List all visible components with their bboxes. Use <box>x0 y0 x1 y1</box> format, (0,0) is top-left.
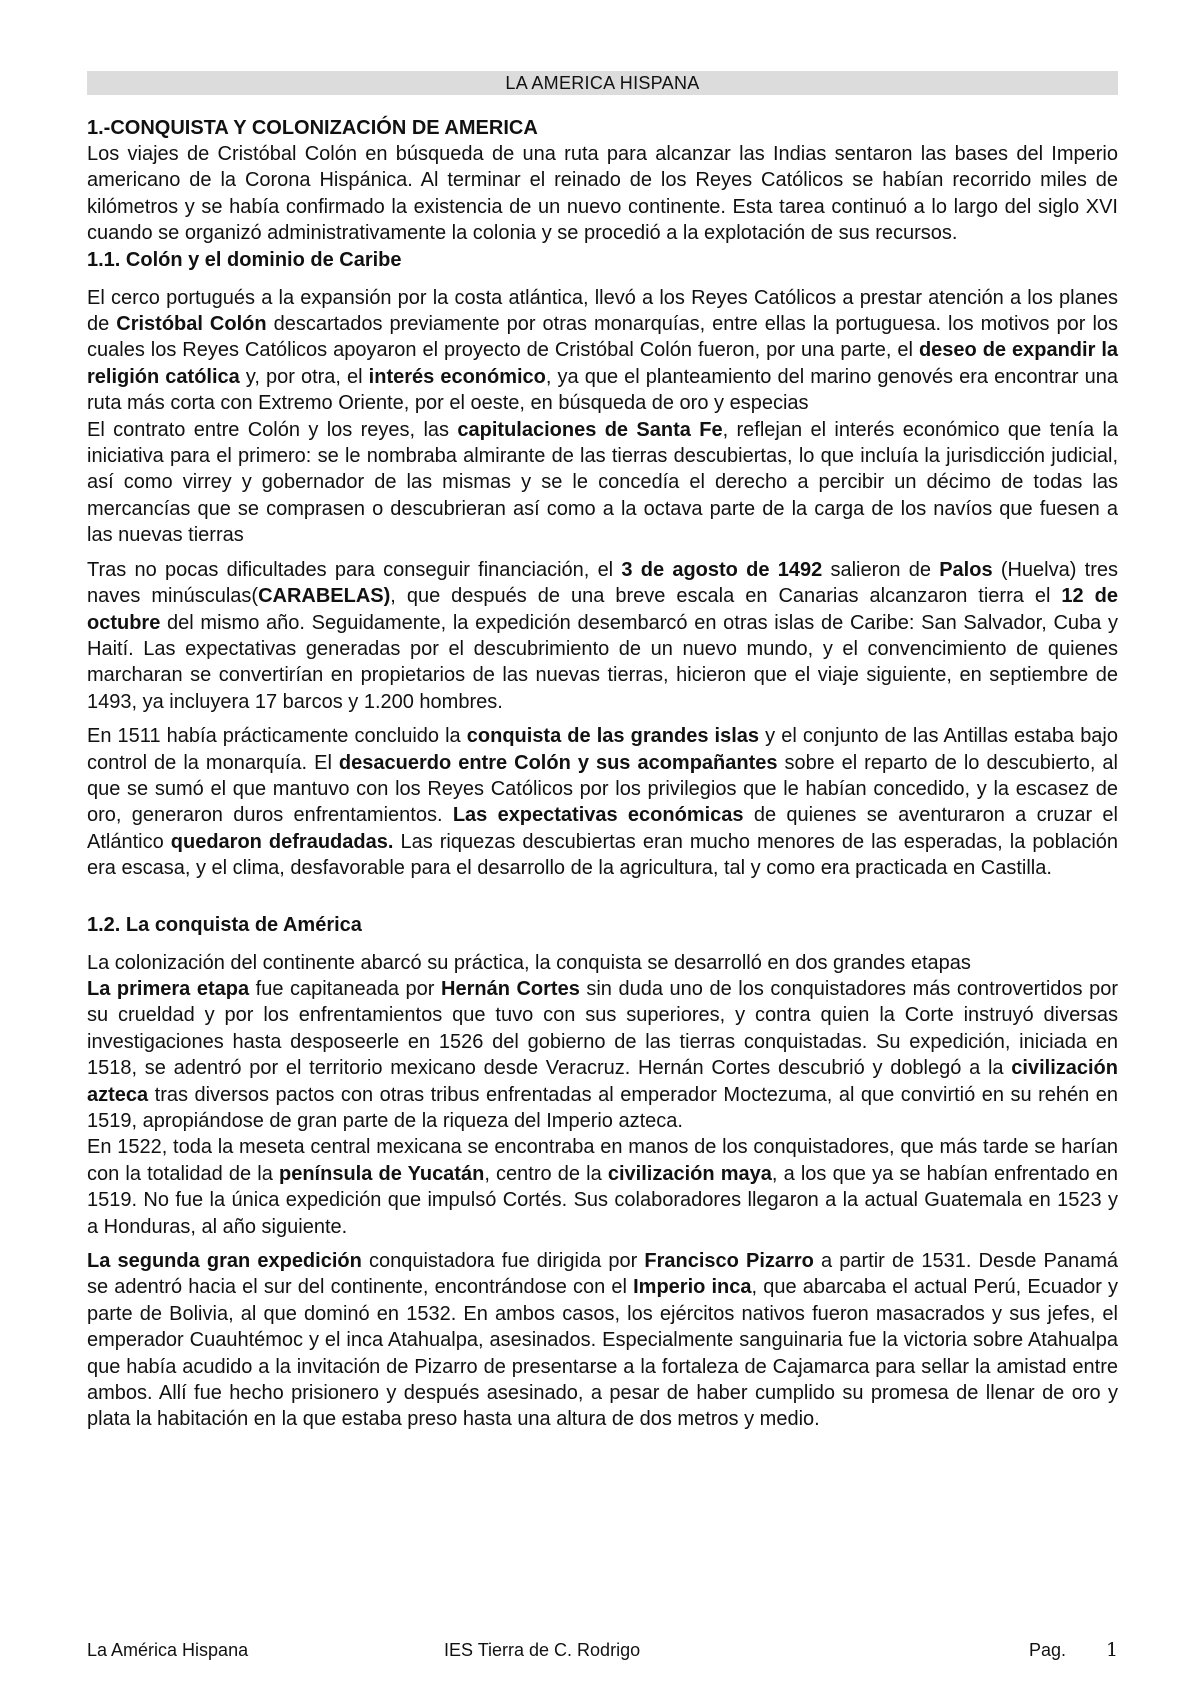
bold-text: Las expectativas económicas <box>452 804 744 827</box>
paragraph <box>87 417 1118 549</box>
bold-text: La primera etapa <box>87 977 250 1000</box>
bold-text: península de Yucatán <box>278 1162 485 1185</box>
text-run: tras diversos pactos con otras tribus enfrentadas al emperador Moctezuma, al que convirtió en su rehén en 1519, apropiándose de gran parte de la riqueza del Imperio azteca. <box>87 1083 1118 1132</box>
bold-text: 12 de octubre <box>87 585 1118 634</box>
section-heading-1-1: 1.1. Colón y el dominio de Caribe <box>87 248 402 271</box>
text-run: descartados previamente por otras monarquías, entre ellas la portuguesa. los motivos por los cuales los Reyes Católicos apoyaron el proyecto de Cristóbal Colón fueron, por una parte, el <box>87 313 1119 362</box>
document-title-bar <box>87 71 1118 95</box>
text-run: , centro de la <box>484 1162 608 1185</box>
text-run: conquistadora fue dirigida por <box>361 1250 645 1273</box>
footer-page-label: Pag. <box>1029 1640 1067 1660</box>
text-run: En 1511 había prácticamente concluido la <box>87 725 467 748</box>
bold-text: Palos <box>939 558 993 581</box>
text-run: La colonización del continente abarcó su práctica, la conquista se desarrolló en dos grandes etapas <box>87 951 971 974</box>
footer-document-name: La América Hispana <box>87 1640 249 1660</box>
text-run: a partir de 1531. Desde Panamá se adentró hacia el sur del continente, encontrándose con el <box>87 1250 1118 1299</box>
bold-text: capitulaciones de Santa Fe <box>457 418 723 441</box>
page-footer <box>87 1637 1118 1663</box>
text-run: , que abarcaba el actual Perú, Ecuador y parte de Bolivia, al que dominó en 1532. En ambos casos, los ejércitos nativos fueron masacrados y sus jefes, el emperador Cuauhtémoc y el inca Atahualpa, asesinados. Especialmente sanguinaria fue la victoria sobre Atahualpa que había acudido a la invitación de Pizarro de presentarse a la fortaleza de Cajamarca para sellar la amistad entre ambos. Allí fue hecho prisionero y después asesinado, a pesar de haber cumplido su promesa de llenar de oro y plata la habitación en la que estaba preso hasta una altura de dos metros y medio. <box>87 1276 1118 1431</box>
text-run: salieron de <box>822 558 940 581</box>
text-run: (Huelva) tres naves minúsculas( <box>87 558 1118 608</box>
bold-text: conquista de las grandes islas <box>466 725 760 748</box>
bold-text: desacuerdo entre Colón y sus acompañantes <box>338 751 778 774</box>
bold-text: interés económico <box>368 365 546 388</box>
paragraph <box>87 1248 1118 1433</box>
bold-text: La segunda gran expedición <box>87 1250 362 1273</box>
bold-text: civilización azteca <box>87 1057 1118 1106</box>
text-run: y, por otra, el <box>239 365 369 388</box>
text-run: del mismo año. Seguidamente, la expedición desembarcó en otras islas de Caribe: San Salvador, Cuba y Haití. Las expectativas generadas por el descubrimiento de un nuevo mundo, y el convencimiento de quienes marcharan se convertirían en propietarios de las nuevas tierras, hicieron que el viaje siguiente, en septiembre de 1493, ya incluyera 17 barcos y 1.200 hombres. <box>87 611 1118 713</box>
text-run: En 1522, toda la meseta central mexicana se encontraba en manos de los conquistadores, que más tarde se harían con la totalidad de la <box>87 1136 1118 1185</box>
bold-text: Imperio inca <box>633 1276 752 1299</box>
text-run: , a los que ya se habían enfrentado en 1519. No fue la única expedición que impulsó Cortés. Sus colaboradores llegaron a la actual Guatemala en 1523 y a Honduras, al año siguiente. <box>87 1162 1118 1238</box>
paragraph <box>87 1134 1118 1240</box>
section-1-intro: Los viajes de Cristóbal Colón en búsqueda de una ruta para alcanzar las Indias sentaron las bases del Imperio americano de la Corona Hispánica. Al terminar el reinado de los Reyes Católicos se habían recorrido miles de kilómetros y se había confirmado la existencia de un nuevo continente. Esta tarea continuó a lo largo del siglo XVI cuando se organizó administrativamente la colonia y se procedió a la explotación de sus recursos. <box>87 143 1118 245</box>
bold-text: Hernán Cortes <box>441 977 580 1000</box>
paragraph <box>87 950 1118 976</box>
bold-text: Cristóbal Colón <box>116 313 267 336</box>
bold-text: Francisco Pizarro <box>644 1250 814 1273</box>
text-run: El contrato entre Colón y los reyes, las <box>87 418 458 441</box>
bold-text: CARABELAS) <box>258 585 391 608</box>
text-run: sin duda uno de los conquistadores más controvertidos por su crueldad y por los enfrentamientos que tuvo con sus superiores, y contra quien la Corte instruyó diversas investigaciones hasta desposeerle en 1526 del gobierno de las tierras conquistadas. Su expedición, iniciada en 1518, se adentró por el territorio mexicano desde Veracruz. Hernán Cortes descubrió y doblegó a la <box>87 977 1119 1080</box>
text-run: fue capitaneada por <box>249 977 441 1000</box>
footer-page-number: 1 <box>1106 1639 1119 1661</box>
bold-text: civilización maya <box>607 1162 772 1185</box>
text-run: , ya que el planteamiento del marino genovés era encontrar una ruta más corta con Extremo Oriente, por el oeste, en búsqueda de oro y especias <box>87 365 1119 415</box>
bold-text: 3 de agosto de 1492 <box>621 558 823 581</box>
text-run: Tras no pocas dificultades para conseguir financiación, el <box>87 558 622 581</box>
text-run: , reflejan el interés económico que tenía la iniciativa para el primero: se le nombraba almirante de las tierras descubiertas, lo que incluía la jurisdicción judicial, así como virrey y gobernador de las mismas y se le concedía el derecho a percibir un décimo de todas las mercancías que se comprasen o descubrieran así como a la octava parte de la carga de los navíos que fuesen a las nuevas tierras <box>87 418 1119 547</box>
paragraph <box>87 976 1118 1134</box>
paragraph <box>87 557 1118 715</box>
paragraph <box>87 285 1118 417</box>
text-run: sobre el reparto de lo descubierto, al que se sumó el que mantuvo con los Reyes Católicos por los privilegios que le habían concedido, y la escasez de oro, generaron duros enfrentamientos. <box>87 751 1118 827</box>
text-run: El cerco portugués a la expansión por la costa atlántica, llevó a los Reyes Católicos a prestar atención a los planes de <box>87 286 1118 336</box>
text-run: Las riquezas descubiertas eran mucho menores de las esperadas, la población era escasa, y el clima, desfavorable para el desarrollo de la agricultura, tal y como era practicada en Castilla. <box>87 830 1119 880</box>
footer-school-name: IES Tierra de C. Rodrigo <box>444 1640 641 1660</box>
section-heading-1-2: 1.2. La conquista de América <box>87 913 362 936</box>
document-page <box>87 71 1118 1433</box>
document-title: LA AMERICA HISPANA <box>505 73 700 93</box>
paragraph <box>87 723 1118 881</box>
text-run: y el conjunto de las Antillas estaba bajo control de la monarquía. El <box>87 725 1119 774</box>
bold-text: deseo de expandir la religión católica <box>87 339 1118 388</box>
bold-text: quedaron defraudadas. <box>170 830 394 853</box>
text-run: de quienes se aventuraron a cruzar el Atlántico <box>87 804 1118 853</box>
text-run: , que después de una breve escala en Canarias alcanzaron tierra el <box>390 585 1062 608</box>
section-heading-1: 1.-CONQUISTA Y COLONIZACIÓN DE AMERICA <box>87 117 538 139</box>
